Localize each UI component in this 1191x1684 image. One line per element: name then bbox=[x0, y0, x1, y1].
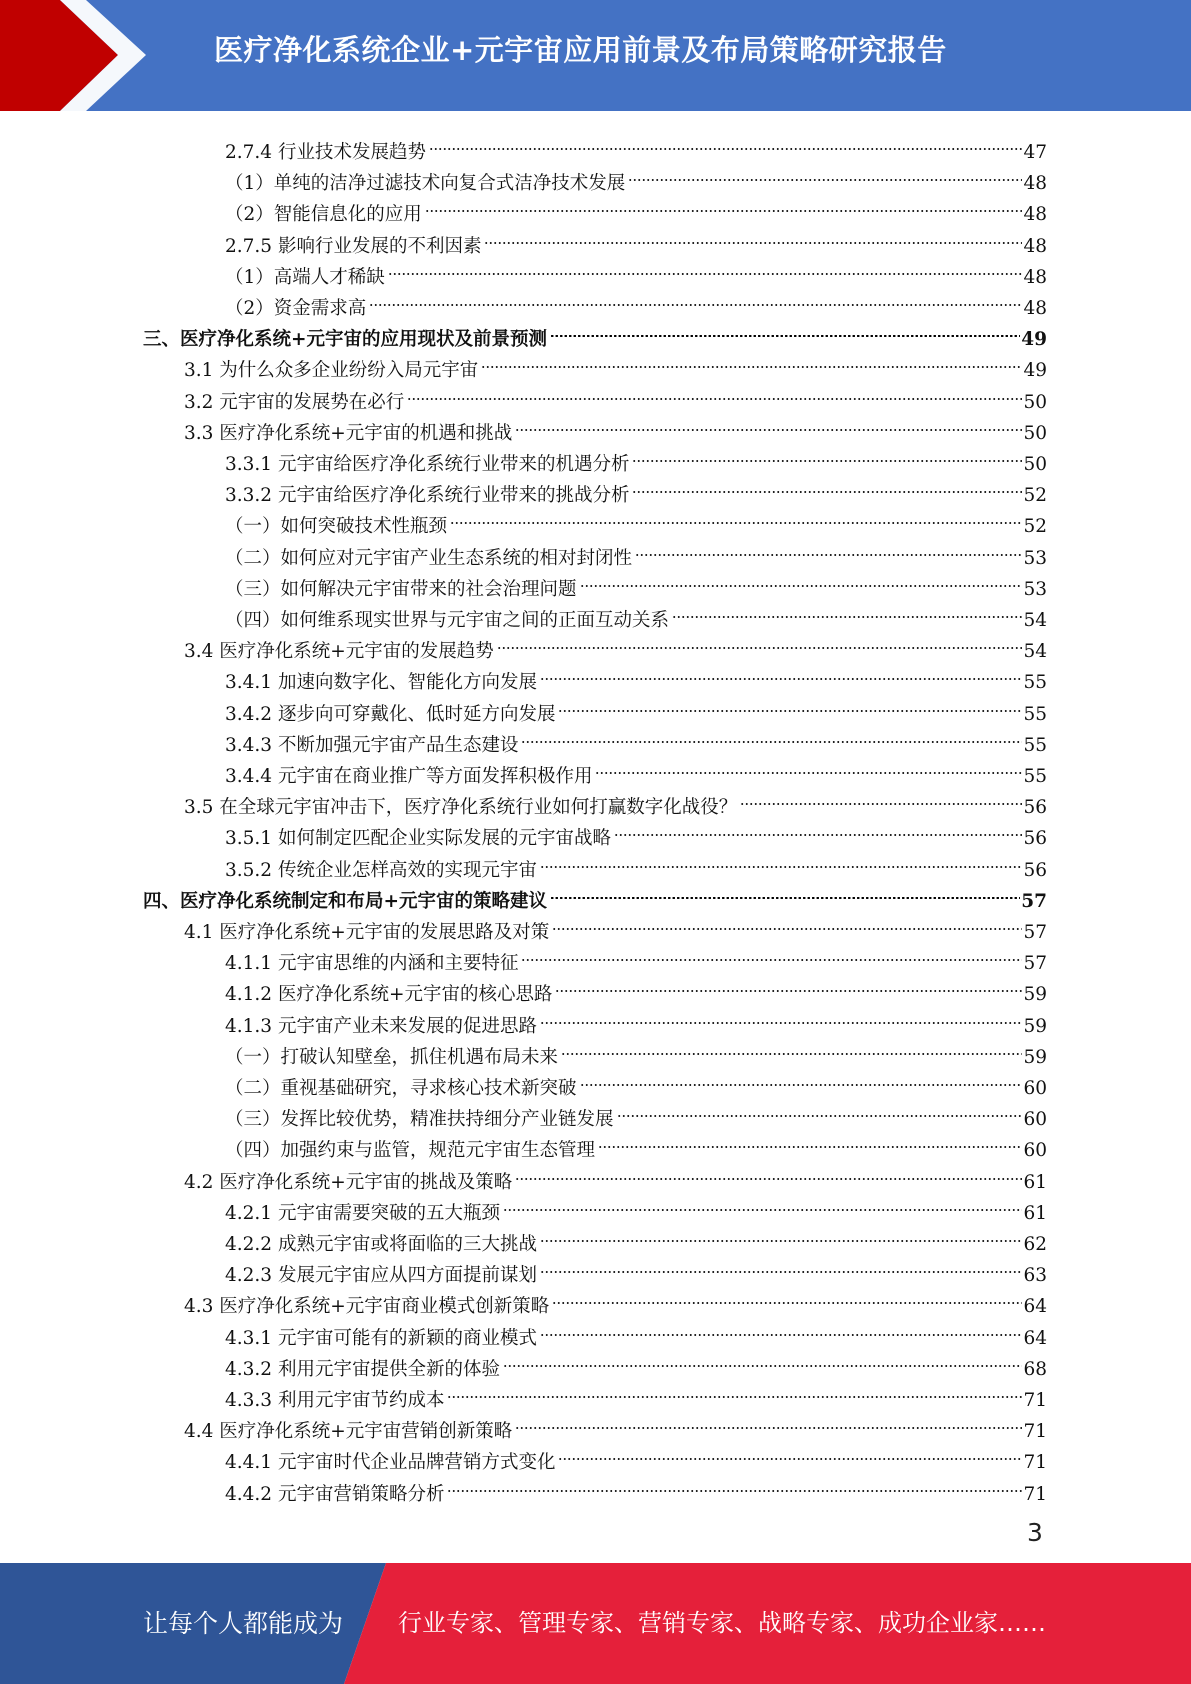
toc-entry-title: 4.2 医疗净化系统+元宇宙的挑战及策略 bbox=[184, 1171, 513, 1193]
toc-entry-title: 3.4.4 元宇宙在商业推广等方面发挥积极作用 bbox=[225, 766, 593, 787]
toc-entry-title: 3.3.2 元宇宙给医疗净化系统行业带来的挑战分析 bbox=[225, 485, 630, 507]
toc-entry-title: 4.1.1 元宇宙思维的内涵和主要特征 bbox=[225, 953, 519, 975]
toc-entry-page: 47 bbox=[1023, 142, 1047, 163]
toc-entry-page: 56 bbox=[1023, 859, 1047, 881]
toc-entry[interactable] bbox=[184, 1281, 1047, 1318]
toc-entry-title: （1）单纯的洁净过滤技术向复合式洁净技术发展 bbox=[225, 173, 626, 195]
toc-entry-title: 4.3.3 利用元宇宙节约成本 bbox=[225, 1390, 445, 1411]
toc-entry-title: 2.7.5 影响行业发展的不利因素 bbox=[225, 235, 482, 257]
toc-entry[interactable] bbox=[225, 1188, 1047, 1224]
toc-dot-leader bbox=[369, 283, 1022, 314]
toc-entry[interactable] bbox=[225, 1375, 1047, 1411]
toc-entry-page: 60 bbox=[1023, 1140, 1047, 1162]
toc-entry[interactable] bbox=[225, 1094, 1047, 1131]
toc-entry[interactable] bbox=[225, 127, 1047, 163]
toc-entry-page: 71 bbox=[1023, 1452, 1047, 1474]
toc-dot-leader bbox=[503, 1344, 1022, 1375]
toc-entry-page: 48 bbox=[1023, 266, 1047, 288]
toc-dot-leader bbox=[540, 1001, 1022, 1032]
toc-entry[interactable] bbox=[225, 564, 1047, 600]
toc-entry-title: （1）高端人才稀缺 bbox=[225, 266, 385, 288]
toc-dot-leader bbox=[515, 1406, 1022, 1437]
toc-dot-leader bbox=[521, 938, 1022, 969]
toc-dot-leader bbox=[425, 189, 1023, 220]
toc-entry[interactable] bbox=[225, 751, 1047, 787]
toc-dot-leader bbox=[635, 533, 1022, 564]
toc-entry-page: 53 bbox=[1023, 578, 1047, 600]
toc-entry-title: 4.4 医疗净化系统+元宇宙营销创新策略 bbox=[184, 1421, 513, 1443]
toc-dot-leader bbox=[552, 907, 1022, 938]
toc-entry-title: 4.3 医疗净化系统+元宇宙商业模式创新策略 bbox=[184, 1296, 550, 1318]
toc-entry-page: 57 bbox=[1023, 953, 1047, 975]
toc-entry-page: 50 bbox=[1023, 454, 1047, 475]
toc-entry-page: 52 bbox=[1023, 516, 1047, 538]
toc-entry-page: 59 bbox=[1023, 1046, 1047, 1068]
toc-dot-leader bbox=[540, 1313, 1022, 1344]
toc-entry[interactable] bbox=[225, 158, 1047, 195]
toc-entry-title: 4.4.1 元宇宙时代企业品牌营销方式变化 bbox=[225, 1452, 556, 1474]
toc-entry[interactable] bbox=[225, 283, 1047, 319]
toc-entry-title: 4.4.2 元宇宙营销策略分析 bbox=[225, 1483, 445, 1505]
toc-entry-title: （二）如何应对元宇宙产业生态系统的相对封闭性 bbox=[225, 547, 633, 569]
toc-entry-page: 62 bbox=[1023, 1234, 1047, 1255]
toc-entry[interactable] bbox=[143, 314, 1047, 351]
toc-entry[interactable] bbox=[225, 1344, 1047, 1380]
toc-dot-leader bbox=[632, 439, 1022, 470]
toc-entry-title: 4.1.3 元宇宙产业未来发展的促进思路 bbox=[225, 1015, 537, 1037]
toc-entry-page: 71 bbox=[1023, 1390, 1047, 1411]
toc-entry-title: 四、医疗净化系统制定和布局+元宇宙的策略建议 bbox=[143, 890, 548, 912]
toc-entry-page: 71 bbox=[1023, 1483, 1047, 1505]
toc-entry-page: 57 bbox=[1023, 922, 1047, 943]
page-footer bbox=[0, 1563, 1191, 1684]
toc-entry[interactable] bbox=[225, 1063, 1047, 1099]
toc-dot-leader bbox=[740, 782, 1022, 813]
toc-dot-leader bbox=[388, 252, 1023, 283]
toc-dot-leader bbox=[561, 1032, 1022, 1063]
toc-dot-leader bbox=[481, 345, 1022, 376]
toc-entry-page: 61 bbox=[1023, 1171, 1047, 1193]
toc-entry-page: 64 bbox=[1023, 1296, 1047, 1318]
toc-entry[interactable] bbox=[225, 221, 1047, 257]
toc-entry[interactable] bbox=[225, 189, 1047, 226]
toc-dot-leader bbox=[628, 158, 1022, 189]
toc-dot-leader bbox=[515, 408, 1022, 439]
toc-dot-leader bbox=[497, 626, 1023, 657]
toc-dot-leader bbox=[503, 1188, 1022, 1219]
toc-entry-title: （三）如何解决元宇宙带来的社会治理问题 bbox=[225, 578, 577, 600]
toc-entry-page: 55 bbox=[1023, 766, 1047, 787]
toc-entry[interactable] bbox=[225, 1313, 1047, 1349]
toc-entry-title: 4.1.2 医疗净化系统+元宇宙的核心思路 bbox=[225, 984, 553, 1006]
toc-dot-leader bbox=[672, 595, 1022, 626]
toc-entry-title: 4.2.3 发展元宇宙应从四方面提前谋划 bbox=[225, 1265, 537, 1287]
toc-entry-title: 3.4 医疗净化系统+元宇宙的发展趋势 bbox=[184, 641, 494, 663]
toc-entry[interactable] bbox=[225, 1219, 1047, 1255]
toc-dot-leader bbox=[598, 1125, 1022, 1156]
toc-entry-title: 3.1 为什么众多企业纷纷入局元宇宙 bbox=[184, 360, 479, 382]
toc-entry[interactable] bbox=[225, 252, 1047, 288]
toc-entry-page: 71 bbox=[1023, 1421, 1047, 1443]
toc-dot-leader bbox=[540, 657, 1022, 688]
toc-entry[interactable] bbox=[225, 813, 1047, 850]
toc-dot-leader bbox=[580, 1063, 1023, 1094]
footer-slogan-right: 行业专家、管理专家、营销专家、战略专家、成功企业家…… bbox=[398, 1609, 1046, 1637]
toc-entry[interactable] bbox=[225, 657, 1047, 694]
toc-dot-leader bbox=[558, 1437, 1022, 1468]
toc-dot-leader bbox=[617, 1094, 1023, 1125]
toc-entry-title: （二）重视基础研究，寻求核心技术新突破 bbox=[225, 1078, 577, 1099]
toc-entry-page: 48 bbox=[1023, 298, 1047, 319]
toc-entry-page: 50 bbox=[1023, 422, 1047, 444]
page-number: 3 bbox=[1027, 1518, 1043, 1547]
toc-entry[interactable] bbox=[225, 1437, 1047, 1474]
toc-entry[interactable] bbox=[225, 845, 1047, 881]
toc-entry-page: 49 bbox=[1023, 360, 1047, 382]
toc-dot-leader bbox=[580, 564, 1023, 595]
toc-entry[interactable] bbox=[225, 969, 1047, 1006]
toc-entry-page: 55 bbox=[1023, 734, 1047, 756]
toc-entry-title: （四）加强约束与监管，规范元宇宙生态管理 bbox=[225, 1140, 596, 1162]
toc-dot-leader bbox=[447, 1469, 1022, 1500]
toc-entry-page: 52 bbox=[1023, 485, 1047, 507]
toc-dot-leader bbox=[450, 501, 1022, 532]
toc-entry-page: 50 bbox=[1023, 391, 1047, 413]
toc-entry[interactable] bbox=[184, 345, 1047, 382]
toc-entry-page: 61 bbox=[1023, 1202, 1047, 1224]
toc-entry-title: 3.5.2 传统企业怎样高效的实现元宇宙 bbox=[225, 859, 537, 881]
toc-entry-title: 3.3 医疗净化系统+元宇宙的机遇和挑战 bbox=[184, 422, 513, 444]
footer-slogan-left: 让每个人都能成为 bbox=[143, 1609, 344, 1638]
toc-dot-leader bbox=[558, 689, 1022, 720]
toc-entry-title: 3.2 元宇宙的发展势在必行 bbox=[184, 391, 405, 413]
toc-entry[interactable] bbox=[225, 501, 1047, 538]
toc-dot-leader bbox=[550, 314, 1020, 345]
toc-entry[interactable] bbox=[225, 938, 1047, 975]
toc-entry-title: 4.1 医疗净化系统+元宇宙的发展思路及对策 bbox=[184, 922, 550, 943]
toc-entry[interactable] bbox=[184, 408, 1047, 444]
toc-entry-page: 54 bbox=[1023, 641, 1047, 663]
toc-entry-page: 53 bbox=[1023, 547, 1047, 569]
toc-entry-page: 56 bbox=[1023, 797, 1047, 819]
toc-entry-page: 60 bbox=[1023, 1109, 1047, 1131]
toc-entry-title: 4.3.1 元宇宙可能有的新颖的商业模式 bbox=[225, 1327, 537, 1349]
toc-entry-page: 60 bbox=[1023, 1078, 1047, 1099]
toc-entry[interactable] bbox=[184, 1406, 1047, 1443]
toc-entry-page: 48 bbox=[1023, 173, 1047, 195]
toc-entry-title: （2）智能信息化的应用 bbox=[225, 204, 422, 226]
toc-entry[interactable] bbox=[184, 377, 1047, 413]
red-arrow-icon bbox=[0, 0, 150, 111]
toc-dot-leader bbox=[407, 377, 1022, 408]
toc-dot-leader bbox=[447, 1375, 1022, 1406]
toc-entry-page: 55 bbox=[1023, 672, 1047, 694]
toc-entry[interactable] bbox=[225, 689, 1047, 725]
toc-entry-title: 3.4.3 不断加强元宇宙产品生态建设 bbox=[225, 734, 519, 756]
toc-dot-leader bbox=[521, 720, 1022, 751]
toc-entry-title: 3.4.1 加速向数字化、智能化方向发展 bbox=[225, 672, 537, 694]
toc-dot-leader bbox=[550, 876, 1020, 907]
toc-entry[interactable] bbox=[225, 1250, 1047, 1287]
toc-entry[interactable] bbox=[225, 533, 1047, 569]
toc-entry-page: 56 bbox=[1023, 828, 1047, 850]
toc-entry-title: 4.2.1 元宇宙需要突破的五大瓶颈 bbox=[225, 1202, 500, 1224]
toc-entry[interactable] bbox=[225, 1001, 1047, 1037]
toc-dot-leader bbox=[632, 470, 1022, 501]
toc-entry-title: 4.3.2 利用元宇宙提供全新的体验 bbox=[225, 1358, 500, 1380]
toc-entry-title: （一）打破认知壁垒，抓住机遇布局未来 bbox=[225, 1046, 559, 1068]
toc-entry-title: 3.5.1 如何制定匹配企业实际发展的元宇宙战略 bbox=[225, 828, 611, 850]
toc-dot-leader bbox=[595, 751, 1022, 782]
toc-entry[interactable] bbox=[143, 876, 1047, 912]
toc-entry-page: 59 bbox=[1023, 1015, 1047, 1037]
toc-entry-title: 2.7.4 行业技术发展趋势 bbox=[225, 142, 426, 163]
toc-entry[interactable] bbox=[225, 595, 1047, 631]
toc-entry-title: 4.2.2 成熟元宇宙或将面临的三大挑战 bbox=[225, 1234, 537, 1255]
toc-entry[interactable] bbox=[184, 1157, 1047, 1193]
toc-dot-leader bbox=[552, 1281, 1022, 1312]
toc-dot-leader bbox=[484, 221, 1022, 252]
toc-entry-page: 55 bbox=[1023, 703, 1047, 725]
toc-entry[interactable] bbox=[184, 626, 1047, 663]
toc-entry[interactable] bbox=[225, 1469, 1047, 1505]
report-title: 医疗净化系统企业+元宇宙应用前景及布局策略研究报告 bbox=[214, 33, 947, 67]
toc-entry-page: 48 bbox=[1023, 204, 1047, 226]
toc-dot-leader bbox=[429, 127, 1022, 158]
toc-entry-page: 68 bbox=[1023, 1358, 1047, 1380]
report-header bbox=[0, 0, 1191, 111]
toc-entry-title: 三、医疗净化系统+元宇宙的应用现状及前景预测 bbox=[143, 329, 548, 351]
toc-entry[interactable] bbox=[225, 470, 1047, 507]
toc-dot-leader bbox=[555, 969, 1022, 1000]
toc-entry-page: 57 bbox=[1021, 890, 1047, 912]
toc-entry[interactable] bbox=[225, 1125, 1047, 1162]
toc-entry[interactable] bbox=[225, 720, 1047, 756]
toc-dot-leader bbox=[540, 1250, 1022, 1281]
toc-dot-leader bbox=[540, 1219, 1022, 1250]
toc-entry-page: 54 bbox=[1023, 610, 1047, 631]
toc-entry[interactable] bbox=[184, 907, 1047, 943]
toc-entry-title: （一）如何突破技术性瓶颈 bbox=[225, 516, 448, 538]
toc-entry-title: 3.3.1 元宇宙给医疗净化系统行业带来的机遇分析 bbox=[225, 454, 630, 475]
toc-entry[interactable] bbox=[184, 782, 1047, 819]
toc-entry-page: 63 bbox=[1023, 1265, 1047, 1287]
toc-entry-page: 49 bbox=[1021, 329, 1047, 351]
toc-entry-page: 64 bbox=[1023, 1327, 1047, 1349]
toc-dot-leader bbox=[515, 1157, 1022, 1188]
toc-dot-leader bbox=[540, 845, 1022, 876]
toc-entry-title: 3.5 在全球元宇宙冲击下，医疗净化系统行业如何打赢数字化战役？ bbox=[184, 797, 738, 819]
toc-entry-title: （四）如何维系现实世界与元宇宙之间的正面互动关系 bbox=[225, 610, 670, 631]
toc-entry-page: 48 bbox=[1023, 235, 1047, 257]
toc-entry-title: （三）发挥比较优势，精准扶持细分产业链发展 bbox=[225, 1109, 614, 1131]
toc-dot-leader bbox=[614, 813, 1022, 844]
toc-entry[interactable] bbox=[225, 1032, 1047, 1068]
toc-entry[interactable] bbox=[225, 439, 1047, 475]
toc-entry-page: 59 bbox=[1023, 984, 1047, 1006]
toc-entry-title: （2）资金需求高 bbox=[225, 298, 367, 319]
toc-entry-title: 3.4.2 逐步向可穿戴化、低时延方向发展 bbox=[225, 703, 556, 725]
